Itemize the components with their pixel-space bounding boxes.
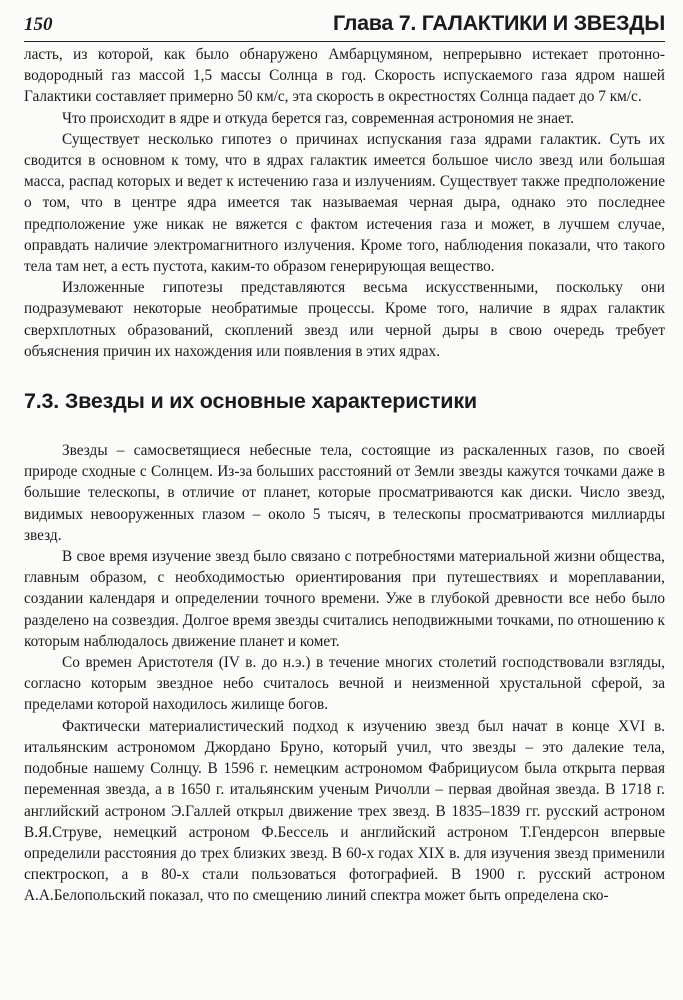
page-number: 150: [24, 14, 53, 35]
chapter-running-title: Глава 7. ГАЛАКТИКИ И ЗВЕЗДЫ: [332, 11, 665, 35]
paragraph: В свое время изучение звезд было связано с потребностями материальной жизни общества, главным образом, с необходимостью ориентирования при путешествиях и мореплавании, создании календаря и определении точного времени. Уже в глубокой древности все небо было разделено на созвездия. Долгое время звезды считались неподвижными точками, по отношению к которым наблюдалось движение планет и комет.: [24, 548, 665, 650]
paragraph: Существует несколько гипотез о причинах испускания газа ядрами галактик. Суть их сводится в основном к тому, что в ядрах галактик имеется большое число звезд или большая масса, распад которых и ведет к истечению газа и излучениям. Существует также предположение о том, что в центре ядра имеется так называемая черная дыра, однако это последнее предположение уже никак не вяжется с фактом истечения газа и может, в лучшем случае, оправдать наличие электромагнитного излучения. Кроме того, наблюдения показали, что такого тела там нет, а есть пустота, каким-то образом генерирующая вещество.: [24, 130, 665, 276]
paragraph: Фактически материалистический подход к изучению звезд был начат в конце XVI в. итальянским астрономом Джордано Бруно, который учил, что звезды – это далекие тела, подобные нашему Солнцу. В 1596 г. немецким астрономом Фабрициусом была открыта первая переменная звезда, а в 1650 г. итальянским ученым Ричолли – первая двойная звезда. В 1718 г. английский астроном Э.Галлей открыл движение трех звезд. В 1835–1839 гг. русский астроном В.Я.Струве, немецкий астроном Ф.Бессель и английский астроном Т.Гендерсон впервые определили расстояния до трех близких звезд. В 60-х годах XIX в. для изучения звезд применили спектроскоп, а в 80-х стали пользоваться фотографией. В 1900 г. русский астроном А.А.Белопольский показал, что по смещению линий спектра может быть определена ско-: [24, 717, 665, 905]
paragraph: ласть, из которой, как было обнаружено Амбарцумяном, непрерывно истекает протонно-водородный газ массой 1,5 массы Солнца в год. Скорость испускаемого газа ядром нашей Галактики составляет примерно 50 км/с, эта скорость в окрестностях Солнца падает до 7 км/с.: [24, 46, 665, 106]
section-heading: 7.3. Звезды и их основные характеристики: [24, 389, 477, 414]
header-rule: [24, 41, 665, 42]
paragraph: Со времен Аристотеля (IV в. до н.э.) в течение многих столетий господствовали взгляды, согласно которым звездное небо считалось вечной и неизменной хрустальной сферой, за пределами которой находилось жилище богов.: [24, 654, 665, 714]
paragraph: Звезды – самосветящиеся небесные тела, состоящие из раскаленных газов, по своей природе сходные с Солнцем. Из-за больших расстояний от Земли звезды кажутся точками даже в большие телескопы, в отличие от планет, которые просматриваются как диски. Число звезд, видимых невооруженных глазом – около 5 тысяч, в телескопы просматриваются миллиарды звезд.: [24, 442, 665, 544]
page-body: [24, 44, 665, 907]
paragraph: Изложенные гипотезы представляются весьма искусственными, поскольку они подразумевают некоторые необратимые процессы. Кроме того, наличие в ядрах галактик сверхплотных образований, скоплений звезд или черной дыры в свою очередь требует объяснения причин их нахождения или появления в этих ядрах.: [24, 279, 665, 360]
paragraph: Что происходит в ядре и откуда берется газ, современная астрономия не знает.: [62, 109, 575, 127]
